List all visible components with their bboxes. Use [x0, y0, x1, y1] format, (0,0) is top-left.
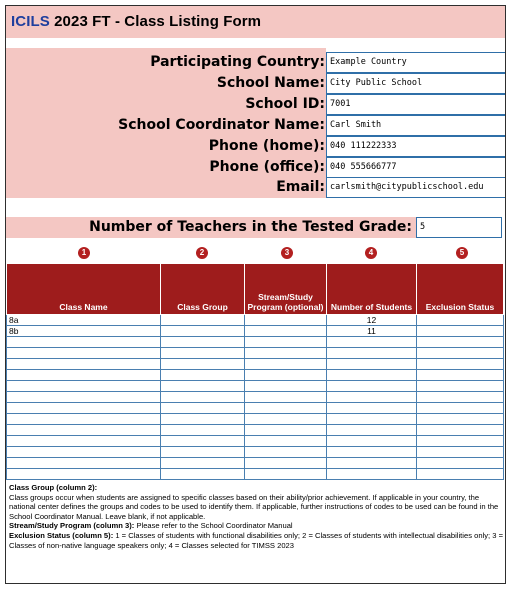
table-row — [7, 392, 504, 403]
exclusion-cell[interactable] — [417, 326, 504, 337]
phone-home-row — [6, 136, 505, 157]
table-row — [7, 326, 504, 337]
instructions — [9, 483, 504, 550]
stream-note-text: Please refer to the School Coordinator Manual — [134, 521, 293, 531]
class-name-cell[interactable] — [7, 337, 161, 348]
table-row — [7, 337, 504, 348]
school-name-label: School Name: — [216, 75, 325, 91]
class-name-cell[interactable] — [7, 469, 161, 480]
stream-cell[interactable] — [245, 370, 327, 381]
students-cell[interactable] — [327, 359, 417, 370]
email-field[interactable]: carlsmith@citypublicschool.edu — [326, 177, 505, 198]
class-group-cell[interactable] — [161, 425, 245, 436]
students-cell[interactable] — [327, 458, 417, 469]
stream-cell[interactable] — [245, 359, 327, 370]
stream-cell[interactable] — [245, 436, 327, 447]
class-group-cell[interactable] — [161, 458, 245, 469]
title-bar — [6, 6, 505, 38]
students-cell[interactable] — [327, 392, 417, 403]
column-header-stream: Stream/Study Program (optional) — [245, 264, 327, 315]
exclusion-cell[interactable] — [417, 425, 504, 436]
class-name-cell[interactable] — [7, 414, 161, 425]
stream-cell[interactable] — [245, 348, 327, 359]
class-name-cell[interactable] — [7, 458, 161, 469]
stream-cell[interactable] — [245, 381, 327, 392]
exclusion-cell[interactable] — [417, 403, 504, 414]
students-cell[interactable] — [327, 348, 417, 359]
stream-cell[interactable] — [245, 337, 327, 348]
country-field[interactable]: Example Country — [326, 52, 505, 73]
class-group-cell[interactable] — [161, 414, 245, 425]
students-cell[interactable] — [327, 403, 417, 414]
class-name-cell[interactable] — [7, 425, 161, 436]
table-row — [7, 414, 504, 425]
country-label: Participating Country: — [150, 54, 325, 70]
exclusion-cell[interactable] — [417, 348, 504, 359]
phone-office-label: Phone (office): — [209, 159, 325, 175]
exclusion-cell[interactable] — [417, 414, 504, 425]
phone-home-field[interactable]: 040 111222333 — [326, 136, 505, 157]
phone-office-row — [6, 157, 505, 178]
title-brand: ICILS — [11, 13, 50, 30]
title-text: 2023 FT - Class Listing Form — [49, 13, 262, 30]
class-group-cell[interactable] — [161, 337, 245, 348]
school-id-row — [6, 94, 505, 115]
stream-cell[interactable] — [245, 392, 327, 403]
coordinator-label: School Coordinator Name: — [118, 117, 325, 133]
phone-home-label: Phone (home): — [208, 138, 325, 154]
stream-cell[interactable] — [245, 469, 327, 480]
class-group-cell[interactable] — [161, 436, 245, 447]
students-cell[interactable] — [327, 370, 417, 381]
class-name-cell[interactable]: 8b — [7, 326, 161, 337]
exclusion-cell[interactable] — [417, 458, 504, 469]
table-row — [7, 436, 504, 447]
students-cell[interactable] — [327, 469, 417, 480]
column-markers — [6, 247, 505, 261]
class-name-cell[interactable] — [7, 359, 161, 370]
table-row — [7, 359, 504, 370]
students-cell[interactable] — [327, 447, 417, 458]
stream-cell[interactable] — [245, 326, 327, 337]
class-group-cell[interactable] — [161, 370, 245, 381]
stream-cell[interactable] — [245, 425, 327, 436]
class-group-cell[interactable] — [161, 315, 245, 326]
students-cell[interactable] — [327, 381, 417, 392]
email-row — [6, 177, 505, 198]
column-marker-1: 1 — [78, 247, 90, 259]
table-row — [7, 425, 504, 436]
stream-note-heading: Stream/Study Program (column 3): — [9, 521, 135, 531]
table-row — [7, 447, 504, 458]
class-group-cell[interactable] — [161, 359, 245, 370]
students-cell[interactable] — [327, 414, 417, 425]
exclusion-cell[interactable] — [417, 370, 504, 381]
stream-cell[interactable] — [245, 447, 327, 458]
exclusion-cell[interactable] — [417, 359, 504, 370]
students-cell[interactable] — [327, 436, 417, 447]
table-row — [7, 348, 504, 359]
page-title — [11, 13, 261, 30]
exclusion-cell[interactable] — [417, 337, 504, 348]
class-group-cell[interactable] — [161, 348, 245, 359]
column-header-class-group: Class Group — [161, 264, 245, 315]
exclusion-cell[interactable] — [417, 392, 504, 403]
stream-cell[interactable] — [245, 403, 327, 414]
class-group-cell[interactable] — [161, 326, 245, 337]
class-group-cell[interactable] — [161, 447, 245, 458]
stream-cell[interactable] — [245, 414, 327, 425]
students-cell[interactable] — [327, 425, 417, 436]
exclusion-cell[interactable] — [417, 469, 504, 480]
column-header-students: Number of Students — [327, 264, 417, 315]
school-name-row — [6, 73, 505, 94]
column-marker-4: 4 — [365, 247, 377, 259]
class-name-cell[interactable] — [7, 348, 161, 359]
exclusion-note-text: 1 = Classes of students with functional disabilities only; 2 = Classes of students with intellectual disabilities only; 3 = Classes of non-native language speakers only; 4 = Classes selected for TIMSS 2023 — [9, 530, 504, 550]
exclusion-cell[interactable] — [417, 381, 504, 392]
column-marker-3: 3 — [281, 247, 293, 259]
email-label: Email: — [276, 179, 325, 195]
class-group-cell[interactable] — [161, 392, 245, 403]
stream-cell[interactable] — [245, 458, 327, 469]
teachers-field[interactable]: 5 — [416, 217, 502, 238]
school-name-field[interactable]: City Public School — [326, 73, 505, 94]
country-row — [6, 52, 505, 73]
column-marker-2: 2 — [196, 247, 208, 259]
table-row — [7, 370, 504, 381]
table-row — [7, 315, 504, 326]
table-row — [7, 469, 504, 480]
table-row — [7, 458, 504, 469]
coordinator-row — [6, 115, 505, 136]
class-name-cell[interactable] — [7, 392, 161, 403]
class-name-cell[interactable] — [7, 436, 161, 447]
class-group-cell[interactable] — [161, 469, 245, 480]
school-id-field[interactable]: 7001 — [326, 94, 505, 115]
class-listing-table — [6, 263, 504, 480]
column-header-exclusion: Exclusion Status — [417, 264, 504, 315]
class-group-note-heading: Class Group (column 2): — [9, 483, 98, 492]
coordinator-field[interactable]: Carl Smith — [326, 115, 505, 136]
class-name-cell[interactable] — [7, 370, 161, 381]
table-header-row — [7, 264, 504, 315]
class-name-cell[interactable] — [7, 403, 161, 414]
class-name-cell[interactable] — [7, 381, 161, 392]
class-name-cell[interactable] — [7, 447, 161, 458]
column-marker-5: 5 — [456, 247, 468, 259]
table-row — [7, 403, 504, 414]
exclusion-cell[interactable] — [417, 315, 504, 326]
phone-office-field[interactable]: 040 555666777 — [326, 157, 505, 178]
stream-cell[interactable] — [245, 315, 327, 326]
school-id-label: School ID: — [245, 96, 325, 112]
exclusion-cell[interactable] — [417, 447, 504, 458]
students-cell[interactable]: 12 — [327, 315, 417, 326]
class-group-cell[interactable] — [161, 381, 245, 392]
exclusion-note-heading: Exclusion Status (column 5): — [9, 530, 114, 540]
class-name-cell[interactable]: 8a — [7, 315, 161, 326]
students-cell[interactable] — [327, 337, 417, 348]
column-header-class-name: Class Name — [7, 264, 161, 315]
teachers-label: Number of Teachers in the Tested Grade: — [89, 219, 412, 235]
exclusion-cell[interactable] — [417, 436, 504, 447]
table-row — [7, 381, 504, 392]
class-group-note-text: Class groups occur when students are assigned to specific classes based on their ability/prior achievement. If applicable in your country, the national center defines the groups and codes to be used to identify them. If applicable, further instructions of codes to be used can be found in the School Coordinator Manual. Leave blank, if not applicable. — [9, 492, 499, 521]
students-cell[interactable]: 11 — [327, 326, 417, 337]
class-group-cell[interactable] — [161, 403, 245, 414]
